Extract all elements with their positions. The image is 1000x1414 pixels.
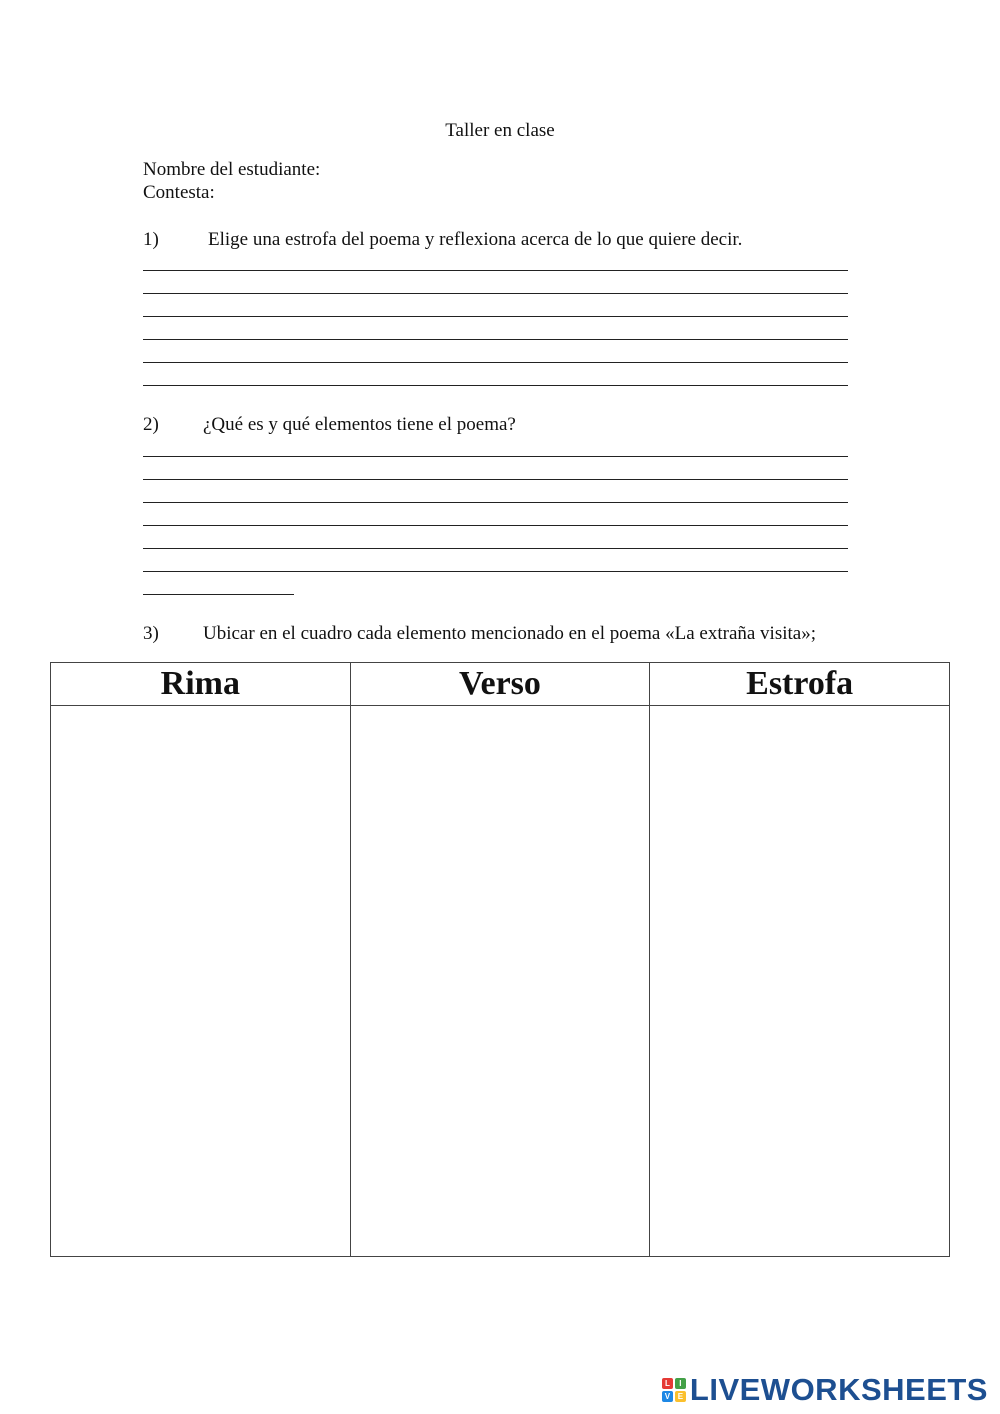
liveworksheets-brand (662, 1374, 988, 1406)
question-3 (143, 623, 816, 645)
brand-text: LIVEWORKSHEETS (689, 1372, 988, 1407)
liveworksheets-logo-icon (662, 1378, 686, 1402)
table-header-row (51, 663, 950, 706)
question-2-text: ¿Qué es y qué elementos tiene el poema? (203, 414, 516, 435)
page-title: Taller en clase (445, 120, 555, 141)
classification-table (50, 662, 950, 1257)
question-3-text: Ubicar en el cuadro cada elemento mencionado en el poema «La extraña visita»; (203, 623, 817, 644)
answer-line-q1-5[interactable] (143, 362, 848, 363)
answer-label: Contesta: (143, 182, 215, 203)
answer-line-q2-3[interactable] (143, 502, 848, 503)
answer-line-q2-6[interactable] (143, 571, 848, 572)
answer-line-q1-1[interactable] (143, 270, 848, 271)
table-row (51, 706, 950, 1257)
question-1-number: 1) (143, 229, 159, 250)
header-rima: Rima (51, 663, 351, 706)
answer-line-q2-7[interactable] (143, 594, 294, 595)
question-1-text: Elige una estrofa del poema y reflexiona acerca de lo que quiere decir. (208, 229, 743, 250)
logo-letter-v: V (662, 1391, 673, 1402)
cell-verso[interactable] (350, 706, 650, 1257)
answer-line-q2-5[interactable] (143, 548, 848, 549)
header-verso: Verso (350, 663, 650, 706)
answer-line-q2-1[interactable] (143, 456, 848, 457)
answer-line-q1-6[interactable] (143, 385, 848, 386)
question-1 (143, 229, 742, 251)
question-2 (143, 414, 516, 436)
cell-estrofa[interactable] (650, 706, 950, 1257)
logo-letter-i: I (675, 1378, 686, 1389)
question-2-number: 2) (143, 414, 159, 435)
logo-letter-e: E (675, 1391, 686, 1402)
student-name-label: Nombre del estudiante: (143, 159, 321, 180)
question-3-number: 3) (143, 623, 159, 644)
header-estrofa: Estrofa (650, 663, 950, 706)
answer-line-q2-2[interactable] (143, 479, 848, 480)
answer-line-q1-3[interactable] (143, 316, 848, 317)
answer-line-q1-2[interactable] (143, 293, 848, 294)
cell-rima[interactable] (51, 706, 351, 1257)
logo-letter-l: L (662, 1378, 673, 1389)
answer-line-q1-4[interactable] (143, 339, 848, 340)
answer-line-q2-4[interactable] (143, 525, 848, 526)
